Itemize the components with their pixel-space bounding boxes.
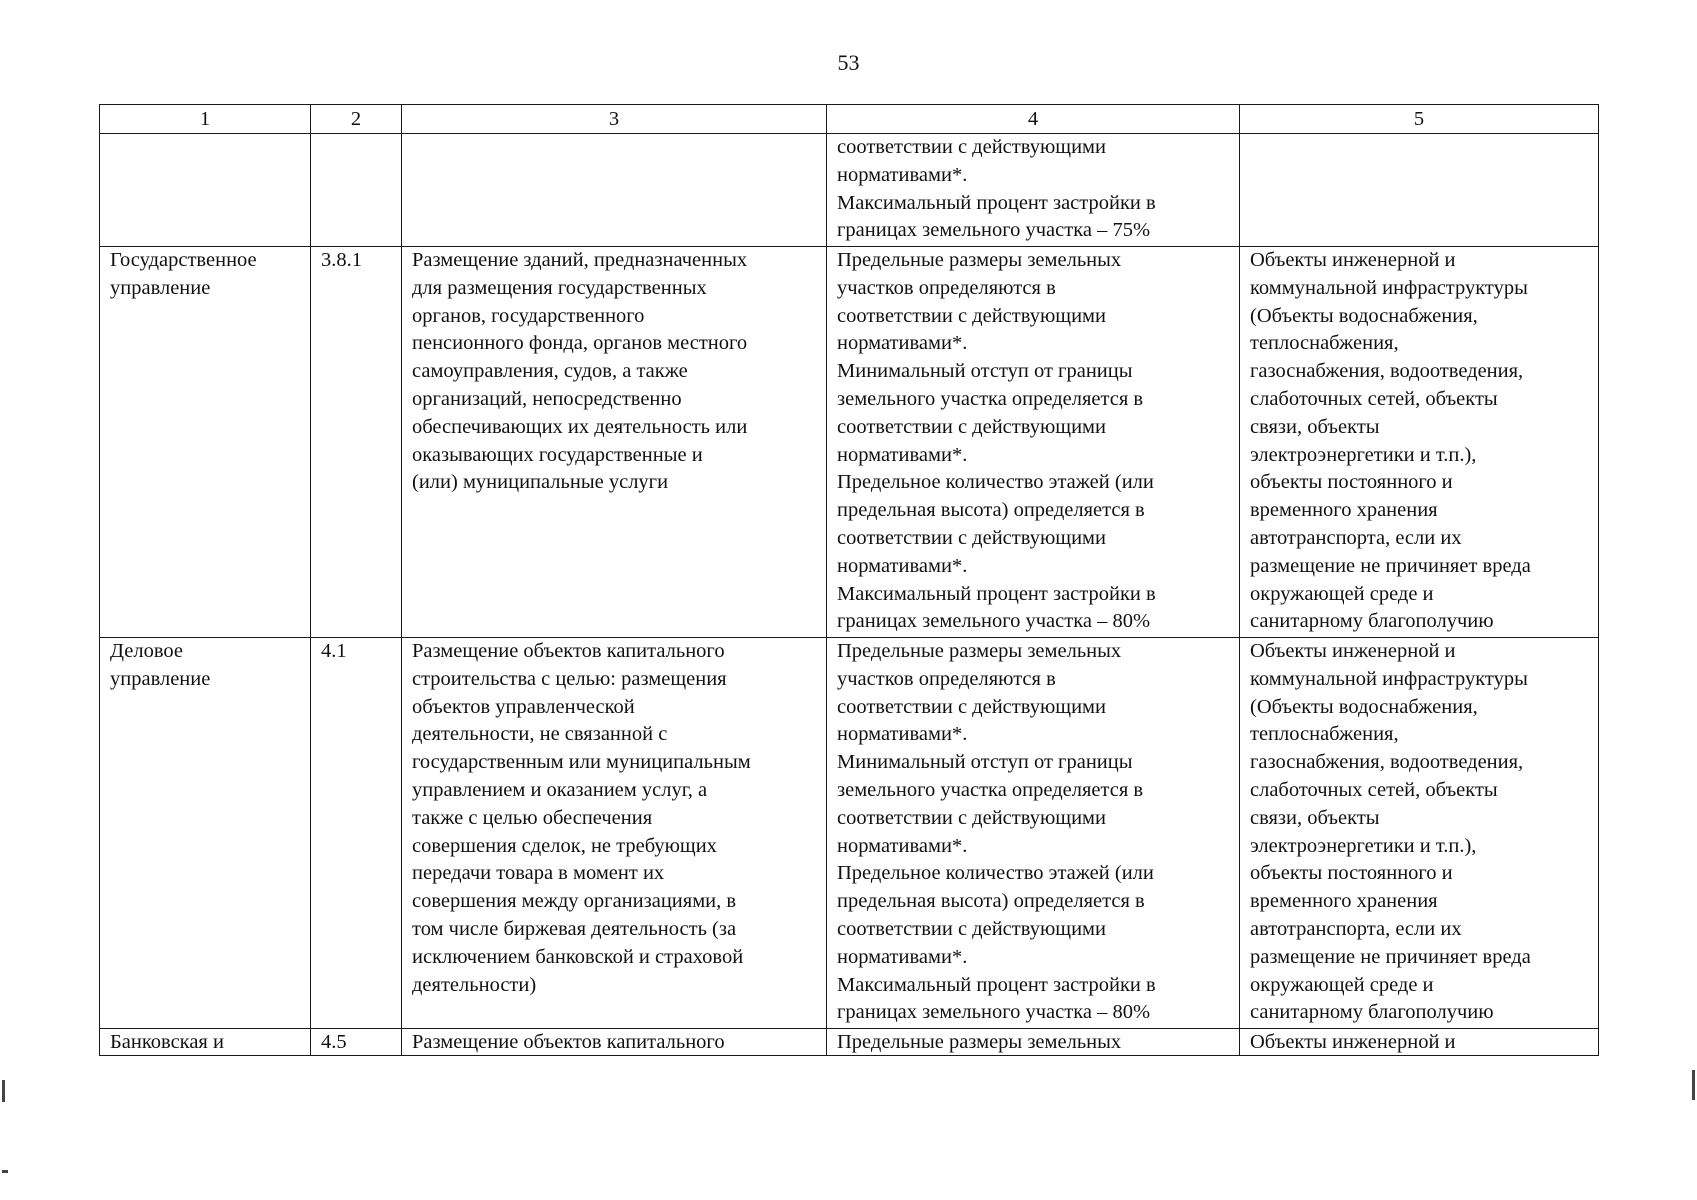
cell-auxiliary-uses bbox=[1240, 134, 1599, 247]
cell-use-name: Деловое управление bbox=[100, 638, 311, 1029]
table-row bbox=[100, 638, 1599, 1029]
scan-margin-mark-right bbox=[1692, 1070, 1695, 1100]
cell-code bbox=[311, 134, 402, 247]
cell-auxiliary-uses: Объекты инженерной и bbox=[1240, 1029, 1599, 1056]
cell-use-name bbox=[100, 134, 311, 247]
cell-parameters: Предельные размеры земельных участков определяются в соответствии с действующими нормативами*. Минимальный отступ от границы земельного участка определяется в соответствии с действующими нормативами*. Предельное количество этажей (или предельная высота) определяется в соответствии с действующими нормативами*. Максимальный процент застройки в границах земельного участка – 80% bbox=[827, 638, 1240, 1029]
cell-code: 3.8.1 bbox=[311, 247, 402, 638]
table-header-row bbox=[100, 105, 1599, 134]
cell-auxiliary-uses: Объекты инженерной и коммунальной инфраструктуры (Объекты водоснабжения, теплоснабжения, газоснабжения, водоотведения, слаботочных сетей, объекты связи, объекты электроэнергетики и т.п.), объекты постоянного и временного хранения автотранспорта, если их размещение не причиняет вреда окружающей среде и санитарному благополучию bbox=[1240, 638, 1599, 1029]
column-header-4: 4 bbox=[827, 105, 1240, 134]
scan-margin-mark-left bbox=[2, 1080, 5, 1102]
table-row bbox=[100, 247, 1599, 638]
page-number: 53 bbox=[837, 50, 860, 75]
column-header-5: 5 bbox=[1240, 105, 1599, 134]
cell-description: Размещение объектов капитального строительства с целью: размещения объектов управленческой деятельности, не связанной с государственным или муниципальным управлением и оказанием услуг, а также с целью обеспечения совершения сделок, не требующих передачи товара в момент их совершения между организациями, в том числе биржевая деятельность (за исключением банковской и страховой деятельности) bbox=[402, 638, 827, 1029]
cell-auxiliary-uses: Объекты инженерной и коммунальной инфраструктуры (Объекты водоснабжения, теплоснабжения, газоснабжения, водоотведения, слаботочных сетей, объекты связи, объекты электроэнергетики и т.п.), объекты постоянного и временного хранения автотранспорта, если их размещение не причиняет вреда окружающей среде и санитарному благополучию bbox=[1240, 247, 1599, 638]
column-header-3: 3 bbox=[402, 105, 827, 134]
cell-use-name: Банковская и bbox=[100, 1029, 311, 1056]
cell-code: 4.5 bbox=[311, 1029, 402, 1056]
cell-description: Размещение зданий, предназначенных для размещения государственных органов, государственного пенсионного фонда, органов местного самоуправления, судов, а также организаций, непосредственно обеспечивающих их деятельность или оказывающих государственные и (или) муниципальные услуги bbox=[402, 247, 827, 638]
cell-description: Размещение объектов капитального bbox=[402, 1029, 827, 1056]
cell-parameters: Предельные размеры земельных участков определяются в соответствии с действующими нормативами*. Минимальный отступ от границы земельного участка определяется в соответствии с действующими нормативами*. Предельное количество этажей (или предельная высота) определяется в соответствии с действующими нормативами*. Максимальный процент застройки в границах земельного участка – 80% bbox=[827, 247, 1240, 638]
cell-parameters: соответствии с действующими нормативами*. Максимальный процент застройки в границах земельного участка – 75% bbox=[827, 134, 1240, 247]
cell-code: 4.1 bbox=[311, 638, 402, 1029]
cell-use-name: Государственное управление bbox=[100, 247, 311, 638]
scan-margin-mark-left bbox=[2, 1170, 8, 1173]
table-row-continuation bbox=[100, 134, 1599, 247]
cell-parameters: Предельные размеры земельных bbox=[827, 1029, 1240, 1056]
column-header-1: 1 bbox=[100, 105, 311, 134]
column-header-2: 2 bbox=[311, 105, 402, 134]
table-row bbox=[100, 1029, 1599, 1056]
regulations-table bbox=[99, 104, 1599, 1056]
cell-description bbox=[402, 134, 827, 247]
